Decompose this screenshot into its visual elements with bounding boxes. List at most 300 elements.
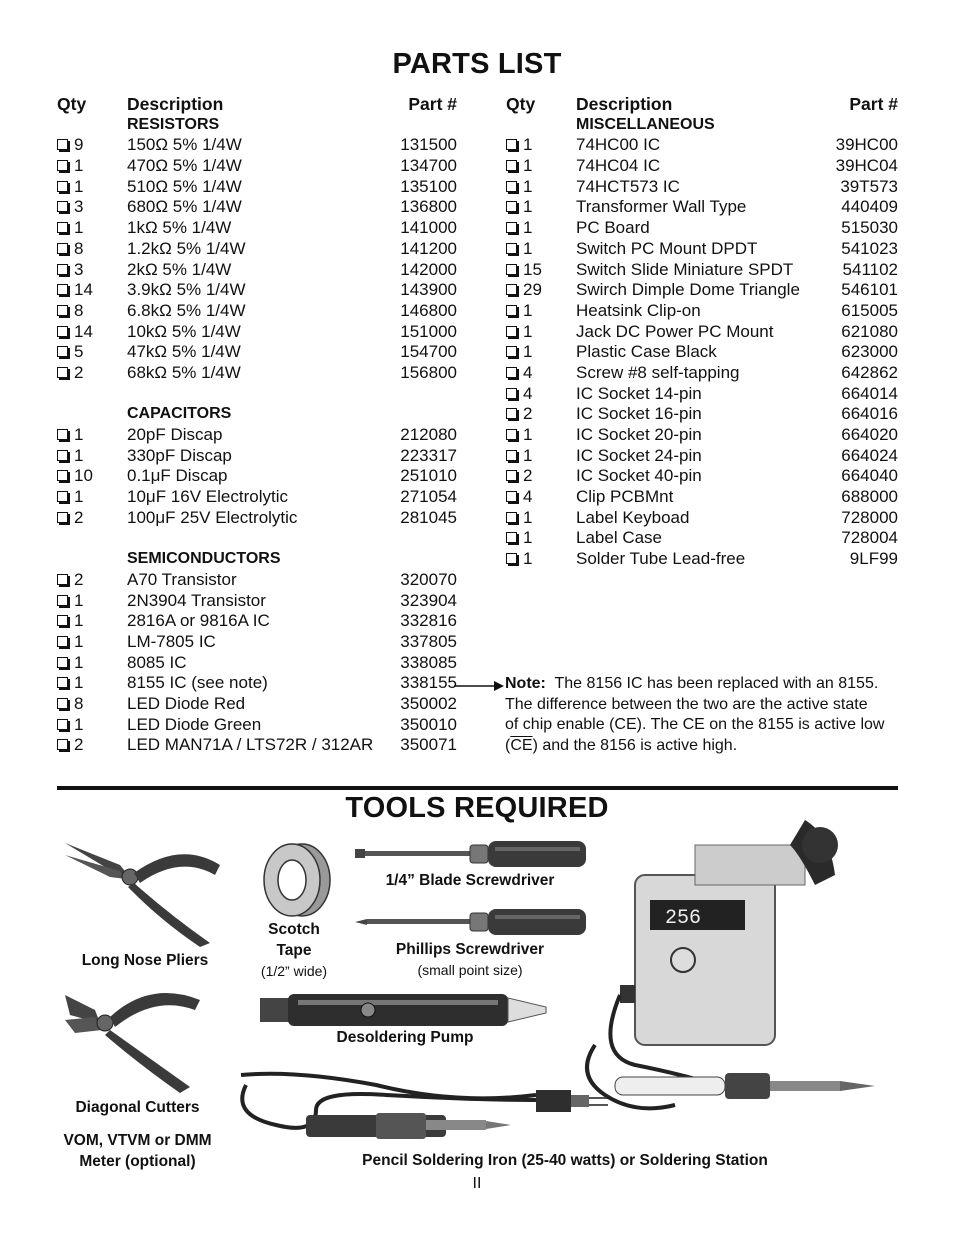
description-cell: 74HC04 IC bbox=[576, 156, 661, 176]
qty-value: 1 bbox=[74, 673, 84, 693]
checkbox-icon[interactable] bbox=[506, 346, 517, 357]
checkbox-icon[interactable] bbox=[506, 450, 517, 461]
scotch-tape-image bbox=[258, 840, 338, 920]
qty-value: 14 bbox=[74, 280, 93, 300]
part-number-cell: 664040 bbox=[841, 466, 898, 486]
part-number-cell: 131500 bbox=[400, 135, 457, 155]
qty-cell bbox=[506, 425, 532, 446]
description-cell: Transformer Wall Type bbox=[576, 197, 747, 217]
part-row bbox=[57, 694, 457, 715]
part-row bbox=[57, 363, 457, 384]
qty-cell bbox=[506, 528, 532, 549]
checkbox-icon[interactable] bbox=[506, 512, 517, 523]
qty-value: 1 bbox=[74, 425, 84, 444]
description-cell: 8155 IC (see note) bbox=[127, 673, 268, 693]
checkbox-icon[interactable] bbox=[57, 160, 68, 171]
description-cell: 47kΩ 5% 1/4W bbox=[127, 342, 241, 362]
part-number-cell: 338155 bbox=[400, 673, 457, 693]
part-number-cell: 156800 bbox=[400, 362, 457, 382]
checkbox-icon[interactable] bbox=[57, 139, 68, 150]
part-number-cell: 271054 bbox=[400, 487, 457, 507]
section-heading-text: RESISTORS bbox=[127, 115, 220, 133]
qty-cell bbox=[57, 487, 83, 508]
part-row bbox=[506, 156, 898, 177]
part-row bbox=[506, 487, 898, 508]
qty-value: 15 bbox=[523, 259, 542, 279]
part-number-cell: 338085 bbox=[400, 652, 457, 672]
description-cell: IC Socket 40-pin bbox=[576, 466, 702, 486]
part-row bbox=[57, 342, 457, 363]
description-cell: 20pF Discap bbox=[127, 425, 223, 444]
qty-value: 10 bbox=[74, 466, 93, 486]
qty-cell bbox=[57, 715, 83, 736]
part-number-cell: 39HC04 bbox=[835, 156, 898, 176]
qty-cell bbox=[506, 197, 532, 218]
description-cell: 330pF Discap bbox=[127, 445, 232, 465]
part-row bbox=[57, 156, 457, 177]
description-cell: 1.2kΩ 5% 1/4W bbox=[127, 238, 246, 258]
part-row bbox=[57, 591, 457, 612]
description-cell: 470Ω 5% 1/4W bbox=[127, 156, 242, 176]
checkbox-icon[interactable] bbox=[57, 595, 68, 606]
qty-value: 1 bbox=[74, 631, 84, 651]
checkbox-icon[interactable] bbox=[506, 181, 517, 192]
description-cell: Solder Tube Lead-free bbox=[576, 549, 746, 569]
qty-cell bbox=[57, 301, 83, 322]
part-number-cell: 440409 bbox=[841, 197, 898, 217]
part-number-cell: 39HC00 bbox=[835, 135, 898, 155]
phillips-screwdriver-image bbox=[355, 906, 590, 938]
checkbox-icon[interactable] bbox=[57, 719, 68, 730]
spacer-row bbox=[57, 528, 457, 549]
qty-cell bbox=[506, 466, 532, 487]
qty-cell bbox=[57, 363, 83, 384]
qty-value: 1 bbox=[74, 652, 84, 672]
description-cell: Swirch Dimple Dome Triangle bbox=[576, 280, 800, 300]
checkbox-icon[interactable] bbox=[506, 201, 517, 212]
checkbox-icon[interactable] bbox=[57, 305, 68, 316]
part-header: Part # bbox=[849, 94, 898, 114]
part-number-cell: 337805 bbox=[400, 631, 457, 651]
desoldering-pump-image bbox=[258, 990, 548, 1030]
qty-cell bbox=[57, 239, 83, 260]
description-cell: 680Ω 5% 1/4W bbox=[127, 197, 242, 217]
description-cell: A70 Transistor bbox=[127, 569, 237, 589]
qty-value: 1 bbox=[74, 445, 84, 465]
desoldering-pump-label: Desoldering Pump bbox=[336, 1029, 474, 1046]
part-number-cell: 350002 bbox=[400, 693, 457, 713]
checkbox-icon[interactable] bbox=[506, 160, 517, 171]
column-header bbox=[57, 94, 457, 115]
description-cell: Jack DC Power PC Mount bbox=[576, 321, 774, 341]
part-number-cell: 621080 bbox=[841, 321, 898, 341]
qty-cell bbox=[57, 135, 83, 156]
qty-value: 1 bbox=[523, 342, 533, 362]
part-number-cell: 134700 bbox=[400, 156, 457, 176]
checkbox-icon[interactable] bbox=[506, 470, 517, 481]
part-number-cell: 623000 bbox=[841, 342, 898, 362]
part-row bbox=[506, 177, 898, 198]
checkbox-icon[interactable] bbox=[57, 698, 68, 709]
description-cell: IC Socket 24-pin bbox=[576, 445, 702, 465]
note-ce-overline: $\overline{CE}$ bbox=[510, 737, 533, 755]
checkbox-icon[interactable] bbox=[506, 326, 517, 337]
part-number-cell: 143900 bbox=[400, 280, 457, 300]
description-cell: Label Keyboad bbox=[576, 507, 690, 527]
description-cell: 3.9kΩ 5% 1/4W bbox=[127, 280, 246, 300]
checkbox-icon[interactable] bbox=[506, 222, 517, 233]
part-row bbox=[506, 342, 898, 363]
qty-cell bbox=[57, 611, 83, 632]
part-row bbox=[506, 466, 898, 487]
phillips-screwdriver-text: Phillips Screwdriver bbox=[395, 941, 545, 958]
description-cell: IC Socket 16-pin bbox=[576, 404, 702, 424]
part-number-cell: 212080 bbox=[400, 425, 457, 444]
part-number-cell: 688000 bbox=[841, 487, 898, 507]
qty-value: 4 bbox=[523, 362, 533, 382]
part-number-cell: 350010 bbox=[400, 714, 457, 734]
qty-cell bbox=[57, 446, 83, 467]
description-cell: 6.8kΩ 5% 1/4W bbox=[127, 300, 246, 320]
part-row bbox=[506, 135, 898, 156]
part-number-cell: 664024 bbox=[841, 445, 898, 465]
qty-cell bbox=[57, 508, 83, 529]
qty-value: 1 bbox=[523, 445, 533, 465]
part-number-cell: 515030 bbox=[841, 218, 898, 238]
part-row bbox=[57, 177, 457, 198]
checkbox-icon[interactable] bbox=[57, 201, 68, 212]
description-cell: 100μF 25V Electrolytic bbox=[127, 507, 298, 527]
part-number-cell: 664020 bbox=[841, 425, 898, 444]
checkbox-icon[interactable] bbox=[57, 367, 68, 378]
qty-cell bbox=[57, 156, 83, 177]
qty-value: 5 bbox=[74, 342, 84, 362]
qty-value: 9 bbox=[74, 135, 84, 155]
part-row bbox=[57, 653, 457, 674]
qty-cell bbox=[57, 280, 93, 301]
description-cell: Switch PC Mount DPDT bbox=[576, 238, 758, 258]
checkbox-icon[interactable] bbox=[57, 657, 68, 668]
checkbox-icon[interactable] bbox=[506, 532, 517, 543]
checkbox-icon[interactable] bbox=[57, 284, 68, 295]
qty-cell bbox=[57, 197, 83, 218]
qty-cell bbox=[57, 735, 83, 756]
description-cell: Screw #8 self-tapping bbox=[576, 362, 740, 382]
qty-cell bbox=[506, 218, 532, 239]
checkbox-icon[interactable] bbox=[57, 429, 68, 440]
part-number-cell: 223317 bbox=[400, 445, 457, 465]
part-number-cell: 615005 bbox=[841, 300, 898, 320]
part-number-cell: 323904 bbox=[400, 590, 457, 610]
part-row bbox=[57, 197, 457, 218]
part-row bbox=[506, 218, 898, 239]
qty-value: 2 bbox=[523, 466, 533, 486]
description-cell: 10μF 16V Electrolytic bbox=[127, 487, 288, 507]
part-row bbox=[506, 384, 898, 405]
part-row bbox=[57, 218, 457, 239]
part-row bbox=[57, 611, 457, 632]
part-number-cell: 350071 bbox=[400, 735, 457, 755]
description-cell: Plastic Case Black bbox=[576, 342, 717, 362]
blade-screwdriver-label: 1/4” Blade Screwdriver bbox=[385, 872, 555, 889]
part-row bbox=[57, 280, 457, 301]
qty-cell bbox=[506, 280, 542, 301]
checkbox-icon[interactable] bbox=[57, 677, 68, 688]
qty-cell bbox=[506, 487, 532, 508]
checkbox-icon[interactable] bbox=[57, 512, 68, 523]
phillips-screwdriver-sub: (small point size) bbox=[417, 962, 523, 978]
part-number-cell: 9LF99 bbox=[849, 549, 898, 569]
part-number-cell: 251010 bbox=[400, 466, 457, 486]
checkbox-icon[interactable] bbox=[506, 367, 517, 378]
scotch-tape-sub: (1/2” wide) bbox=[260, 963, 328, 979]
part-row bbox=[57, 715, 457, 736]
qty-cell bbox=[506, 404, 532, 425]
part-row bbox=[506, 301, 898, 322]
qty-cell bbox=[506, 322, 532, 343]
soldering-station-image bbox=[575, 815, 905, 1125]
checkbox-icon[interactable] bbox=[57, 491, 68, 502]
qty-cell bbox=[506, 363, 532, 384]
part-row bbox=[506, 425, 898, 446]
qty-header: Qty bbox=[57, 94, 87, 114]
checkbox-icon[interactable] bbox=[57, 222, 68, 233]
description-cell: 68kΩ 5% 1/4W bbox=[127, 362, 241, 382]
qty-value: 1 bbox=[523, 218, 533, 238]
description-cell: 1kΩ 5% 1/4W bbox=[127, 218, 232, 238]
description-cell: IC Socket 14-pin bbox=[576, 383, 702, 403]
part-row bbox=[57, 466, 457, 487]
part-number-cell: 664016 bbox=[841, 404, 898, 424]
qty-value: 3 bbox=[74, 259, 84, 279]
part-number-cell: 642862 bbox=[841, 362, 898, 382]
description-cell: 10kΩ 5% 1/4W bbox=[127, 321, 241, 341]
qty-header: Qty bbox=[506, 94, 536, 114]
meter-label-line1: VOM, VTVM or DMM bbox=[63, 1132, 212, 1149]
checkbox-icon[interactable] bbox=[506, 408, 517, 419]
description-cell: 2kΩ 5% 1/4W bbox=[127, 259, 232, 279]
qty-value: 1 bbox=[523, 176, 533, 196]
soldering-iron-label: Pencil Soldering Iron (25-40 watts) or Soldering Station bbox=[362, 1152, 768, 1169]
checkbox-icon[interactable] bbox=[57, 470, 68, 481]
checkbox-icon[interactable] bbox=[57, 264, 68, 275]
qty-cell bbox=[506, 446, 532, 467]
description-cell: 8085 IC bbox=[127, 652, 187, 672]
qty-cell bbox=[57, 218, 83, 239]
qty-value: 4 bbox=[523, 487, 533, 507]
part-row bbox=[57, 487, 457, 508]
qty-value: 1 bbox=[74, 590, 84, 610]
qty-value: 2 bbox=[74, 507, 84, 527]
part-number-cell: 151000 bbox=[400, 321, 457, 341]
qty-cell bbox=[506, 239, 532, 260]
qty-cell bbox=[57, 177, 83, 198]
part-row bbox=[506, 197, 898, 218]
part-number-cell: 39T573 bbox=[840, 176, 898, 196]
part-row bbox=[57, 570, 457, 591]
description-cell: Switch Slide Miniature SPDT bbox=[576, 259, 794, 279]
part-row bbox=[57, 673, 457, 694]
phillips-screwdriver-label bbox=[355, 939, 585, 981]
qty-cell bbox=[57, 322, 93, 343]
qty-value: 1 bbox=[74, 487, 84, 507]
section-heading-text: MISCELLANEOUS bbox=[576, 115, 715, 133]
checkbox-icon[interactable] bbox=[57, 346, 68, 357]
qty-cell bbox=[506, 342, 532, 363]
part-number-cell: 136800 bbox=[400, 197, 457, 217]
checkbox-icon[interactable] bbox=[506, 305, 517, 316]
page-number: II bbox=[472, 1175, 482, 1192]
description-cell: 0.1μF Discap bbox=[127, 466, 228, 486]
qty-cell bbox=[57, 694, 83, 715]
checkbox-icon[interactable] bbox=[506, 139, 517, 150]
qty-value: 1 bbox=[523, 238, 533, 258]
qty-cell bbox=[57, 342, 83, 363]
note-line4: and the 8156 is active high. bbox=[537, 737, 738, 755]
qty-value: 8 bbox=[74, 693, 84, 713]
scotch-tape-label bbox=[249, 919, 339, 982]
part-row bbox=[506, 446, 898, 467]
checkbox-icon[interactable] bbox=[57, 615, 68, 626]
qty-value: 1 bbox=[74, 611, 84, 631]
qty-value: 1 bbox=[523, 528, 533, 548]
qty-cell bbox=[506, 177, 532, 198]
part-number-cell: 546101 bbox=[841, 280, 898, 300]
part-row bbox=[506, 528, 898, 549]
description-cell: PC Board bbox=[576, 218, 650, 238]
part-number-cell: 281045 bbox=[400, 507, 457, 527]
checkbox-icon[interactable] bbox=[506, 264, 517, 275]
checkbox-icon[interactable] bbox=[57, 181, 68, 192]
qty-value: 1 bbox=[523, 425, 533, 444]
checkbox-icon[interactable] bbox=[506, 429, 517, 440]
note-arrow bbox=[454, 680, 504, 692]
part-row bbox=[57, 239, 457, 260]
qty-value: 2 bbox=[74, 362, 84, 382]
qty-cell bbox=[57, 653, 83, 674]
part-number-cell: 541023 bbox=[841, 238, 898, 258]
description-cell: 150Ω 5% 1/4W bbox=[127, 135, 242, 155]
note-line3: of chip enable (CE). The CE on the 8155 is active low bbox=[505, 716, 885, 734]
part-row bbox=[57, 322, 457, 343]
qty-value: 29 bbox=[523, 280, 542, 300]
part-row bbox=[57, 135, 457, 156]
qty-value: 1 bbox=[74, 714, 84, 734]
qty-value: 1 bbox=[523, 135, 533, 155]
part-row bbox=[57, 735, 457, 756]
description-cell: 74HCT573 IC bbox=[576, 176, 680, 196]
part-row bbox=[506, 260, 898, 281]
part-row bbox=[506, 508, 898, 529]
long-nose-pliers-label: Long Nose Pliers bbox=[81, 952, 209, 969]
checkbox-icon[interactable] bbox=[506, 284, 517, 295]
checkbox-icon[interactable] bbox=[506, 388, 517, 399]
part-number-cell: 320070 bbox=[400, 569, 457, 589]
description-cell: LED Diode Green bbox=[127, 714, 262, 734]
diagonal-cutters-image bbox=[60, 985, 210, 1095]
part-row bbox=[506, 239, 898, 260]
scotch-tape-line2: Tape bbox=[276, 942, 312, 959]
qty-cell bbox=[506, 384, 532, 405]
checkbox-icon[interactable] bbox=[506, 243, 517, 254]
qty-cell bbox=[506, 508, 532, 529]
qty-value: 1 bbox=[74, 218, 84, 238]
part-row bbox=[57, 632, 457, 653]
checkbox-icon[interactable] bbox=[506, 491, 517, 502]
blade-screwdriver-image bbox=[355, 838, 590, 870]
qty-cell bbox=[57, 466, 93, 487]
diagonal-cutters-label: Diagonal Cutters bbox=[75, 1099, 200, 1116]
qty-value: 2 bbox=[523, 404, 533, 424]
qty-value: 1 bbox=[523, 156, 533, 176]
section-heading bbox=[57, 115, 457, 136]
part-row bbox=[57, 425, 457, 446]
qty-cell bbox=[57, 425, 83, 446]
section-divider bbox=[57, 786, 898, 790]
part-number-cell: 728004 bbox=[841, 528, 898, 548]
qty-value: 1 bbox=[523, 321, 533, 341]
parts-left-column bbox=[57, 94, 457, 756]
qty-cell bbox=[57, 570, 83, 591]
section-heading-text: SEMICONDUCTORS bbox=[127, 550, 281, 568]
description-cell: Clip PCBMnt bbox=[576, 487, 674, 507]
qty-value: 8 bbox=[74, 300, 84, 320]
part-row bbox=[506, 280, 898, 301]
qty-value: 14 bbox=[74, 321, 93, 341]
part-number-cell: 142000 bbox=[400, 259, 457, 279]
qty-value: 3 bbox=[74, 197, 84, 217]
checkbox-icon[interactable] bbox=[57, 574, 68, 585]
station-display-readout: 256 bbox=[665, 907, 702, 930]
checkbox-icon[interactable] bbox=[506, 553, 517, 564]
description-cell: LM-7805 IC bbox=[127, 631, 216, 651]
part-row bbox=[57, 446, 457, 467]
checkbox-icon[interactable] bbox=[57, 450, 68, 461]
checkbox-icon[interactable] bbox=[57, 739, 68, 750]
checkbox-icon[interactable] bbox=[57, 636, 68, 647]
column-header bbox=[506, 94, 898, 115]
qty-cell bbox=[57, 673, 83, 694]
qty-value: 1 bbox=[74, 176, 84, 196]
qty-cell bbox=[57, 632, 83, 653]
part-row bbox=[506, 363, 898, 384]
description-cell: IC Socket 20-pin bbox=[576, 425, 702, 444]
part-number-cell: 146800 bbox=[400, 300, 457, 320]
checkbox-icon[interactable] bbox=[57, 326, 68, 337]
description-cell: Heatsink Clip-on bbox=[576, 300, 701, 320]
part-number-cell: 141000 bbox=[400, 218, 457, 238]
qty-value: 1 bbox=[523, 549, 533, 569]
description-cell: 510Ω 5% 1/4W bbox=[127, 176, 242, 196]
section-heading bbox=[57, 404, 457, 425]
description-header: Description bbox=[127, 94, 224, 114]
parts-right-column bbox=[506, 94, 898, 570]
checkbox-icon[interactable] bbox=[57, 243, 68, 254]
meter-label bbox=[45, 1130, 230, 1172]
note-line1: The 8156 IC has been replaced with an 8155. bbox=[554, 675, 879, 692]
qty-value: 1 bbox=[523, 197, 533, 217]
part-header: Part # bbox=[408, 94, 457, 114]
spacer-row bbox=[57, 384, 457, 405]
note-8155: Note: The 8156 IC has been replaced with an 8155. The difference between the two are the active state of chip enable (CE). The CE on the 8155 is active low $(\overline{CE})$ and the 8156 is active high. bbox=[505, 675, 885, 755]
scotch-tape-line1: Scotch bbox=[268, 921, 320, 938]
qty-cell bbox=[57, 591, 83, 612]
meter-label-line2: Meter (optional) bbox=[79, 1153, 196, 1170]
qty-cell bbox=[57, 260, 83, 281]
qty-value: 4 bbox=[523, 383, 533, 403]
note-line2: The difference between the two are the active state bbox=[505, 695, 868, 713]
note-label: Note: bbox=[505, 675, 546, 692]
